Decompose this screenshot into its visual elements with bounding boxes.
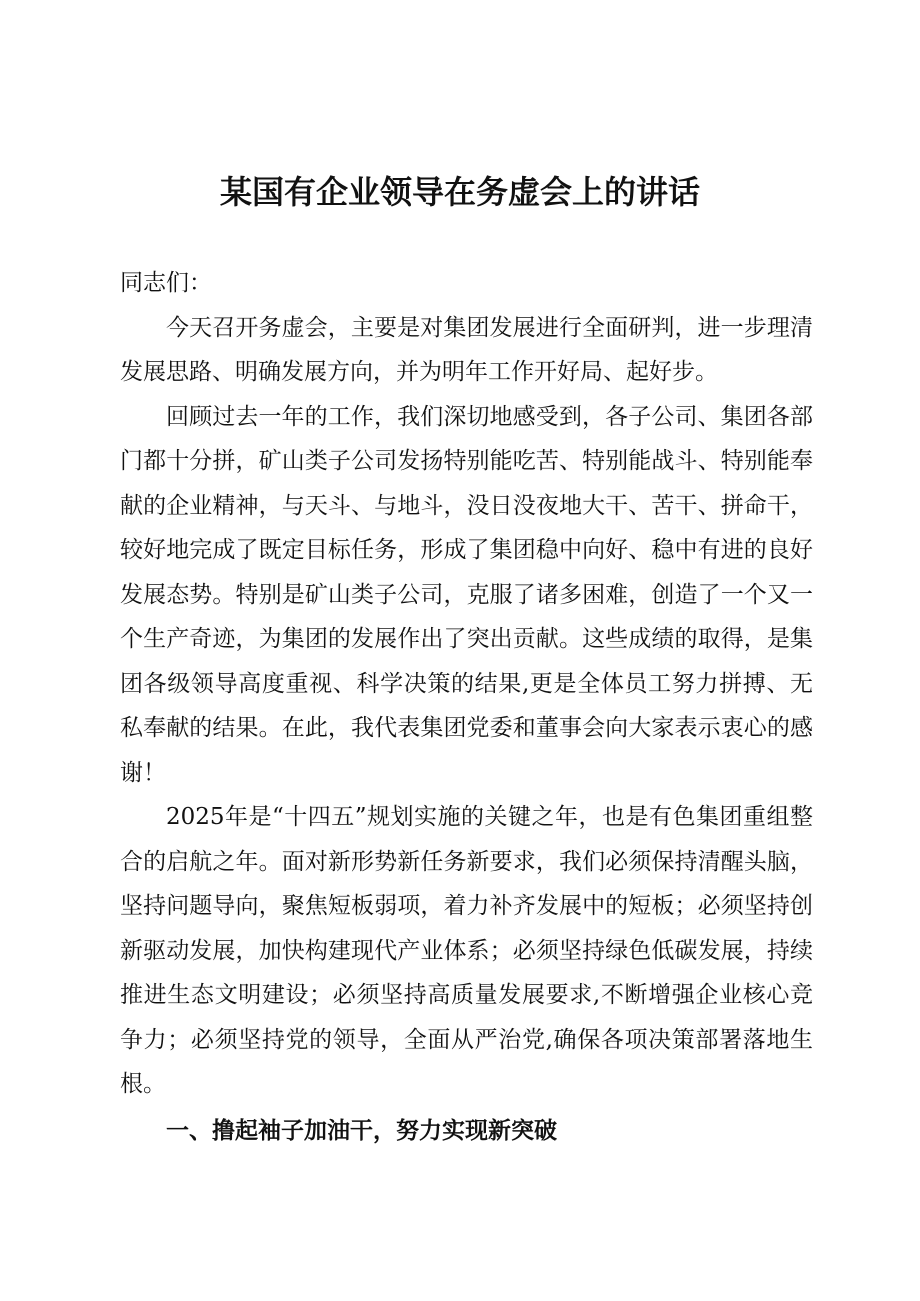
paragraph-review: 回顾过去一年的工作，我们深切地感受到，各子公司、集团各部门都十分拼，矿山类子公司发扬特别能吃苦、特别能战斗、特别能奉献的企业精神，与天斗、与地斗，没日没夜地大干、苦干、拼命干，较好地完成了既定目标任务，形成了集团稳中向好、稳中有进的良好发展态势。特别是矿山类子公司，克服了诸多困难，创造了一个又一个生产奇迹，为集团的发展作出了突出贡献。这些成绩的取得，是集团各级领导高度重视、科学决策的结果,更是全体员工努力拼搏、无私奉献的结果。在此，我代表集团党委和董事会向大家表示衷心的感谢！ [120,403,813,786]
document-title: 某国有企业领导在务虚会上的讲话 [219,173,700,211]
section-heading: 一、撸起袖子加油干，努力实现新突破 [166,1116,557,1144]
document-body [120,261,813,1153]
paragraph-outlook: 2025年是“十四五”规划实施的关键之年，也是有色集团重组整合的启航之年。面对新形势新任务新要求，我们必须保持清醒头脑，坚持问题导向，聚焦短板弱项，着力补齐发展中的短板；必须坚持创新驱动发展，加快构建现代产业体系；必须坚持绿色低碳发展，持续推进生态文明建设；必须坚持高质量发展要求,不断增强企业核心竞争力；必须坚持党的领导，全面从严治党,确保各项决策部署落地生根。 [120,804,813,1097]
salutation: 同志们： [120,270,212,296]
paragraph-intro: 今天召开务虚会，主要是对集团发展进行全面研判，进一步理清发展思路、明确发展方向，并为明年工作开好局、起好步。 [120,314,813,385]
